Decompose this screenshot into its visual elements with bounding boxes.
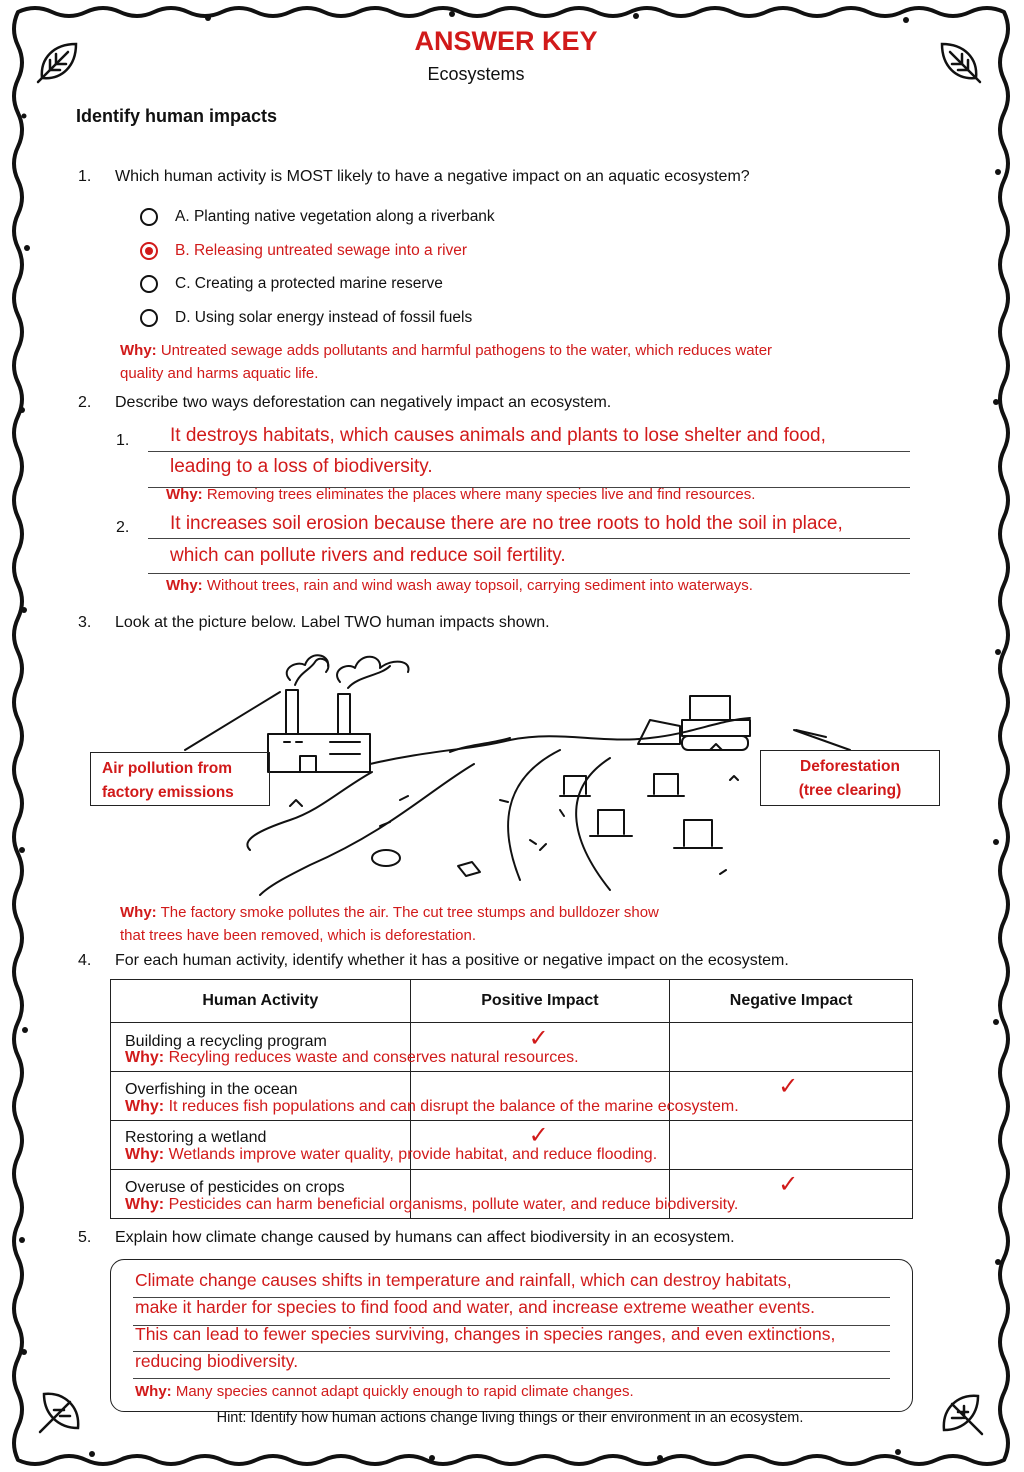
answer-key-title: ANSWER KEY xyxy=(414,26,598,56)
answer-number: 1. xyxy=(116,432,130,449)
why-text: quality and harms aquatic life. xyxy=(120,365,319,382)
question-number: 2. xyxy=(78,394,92,411)
answer-text: reducing biodiversity. xyxy=(135,1351,299,1371)
row-explanation xyxy=(125,1098,739,1116)
check-mark: ✓ xyxy=(778,1073,799,1100)
why-text: Pesticides can harm beneficial organisms, pollute water, and reduce biodiversity. xyxy=(168,1196,739,1213)
option-label: D. Using solar energy instead of fossil fuels xyxy=(175,309,473,326)
activity-cell xyxy=(111,1170,739,1219)
check-mark: ✓ xyxy=(528,1025,549,1052)
table-row xyxy=(111,1170,913,1219)
label-deforestation xyxy=(760,750,940,806)
why-label: Why: xyxy=(125,1146,165,1163)
smoke xyxy=(295,659,328,685)
why-label: Why: xyxy=(125,1196,165,1213)
tree-stump xyxy=(674,820,722,848)
column-header: Positive Impact xyxy=(410,980,670,1023)
option-label: C. Creating a protected marine reserve xyxy=(175,275,443,292)
question-number: 5. xyxy=(78,1229,92,1246)
column-header: Negative Impact xyxy=(670,980,913,1023)
answer-text: leading to a loss of biodiversity. xyxy=(170,456,433,477)
activity-cell xyxy=(111,1072,739,1121)
why-text: Removing trees eliminates the places where many species live and find resources. xyxy=(206,486,756,503)
table-header-row xyxy=(111,980,913,1023)
q5-explanation xyxy=(135,1380,634,1403)
answer-text: make it harder for species to find food and water, and increase extreme weather events. xyxy=(135,1297,815,1317)
label-text: Air pollution from xyxy=(102,760,233,777)
table-row xyxy=(111,1023,913,1072)
answer-line xyxy=(148,538,910,539)
column-header: Human Activity xyxy=(111,980,411,1023)
answer-explanation xyxy=(166,574,753,597)
why-label: Why: xyxy=(166,577,203,594)
question-text: Which human activity is MOST likely to have a negative impact on an aquatic ecosystem? xyxy=(115,168,750,185)
row-explanation xyxy=(125,1196,738,1214)
answer-number: 2. xyxy=(116,519,130,536)
option-label-selected: B. Releasing untreated sewage into a river xyxy=(175,242,468,259)
activity-name: Overfishing in the ocean xyxy=(125,1081,298,1098)
answer-text: This can lead to fewer species surviving, changes in species ranges, and even extinctions, xyxy=(135,1324,836,1344)
question-text: Look at the picture below. Label TWO human impacts shown. xyxy=(115,614,550,631)
debris xyxy=(372,850,400,866)
q3-explanation xyxy=(120,901,659,947)
question-number: 3. xyxy=(78,614,92,631)
why-label: Why: xyxy=(125,1049,165,1066)
option-radio[interactable] xyxy=(140,275,158,293)
activity-name: Overuse of pesticides on crops xyxy=(125,1179,345,1196)
why-text: Recyling reduces waste and conserves natural resources. xyxy=(168,1049,579,1066)
pointer-line xyxy=(794,730,850,750)
why-text: that trees have been removed, which is deforestation. xyxy=(120,927,477,944)
check-mark: ✓ xyxy=(528,1122,549,1149)
question-text: Describe two ways deforestation can negatively impact an ecosystem. xyxy=(115,394,612,411)
river-bank xyxy=(576,758,610,890)
why-label: Why: xyxy=(135,1383,172,1400)
river-bank xyxy=(508,750,560,880)
why-text: Wetlands improve water quality, provide habitat, and reduce flooding. xyxy=(168,1146,658,1163)
tree-stump xyxy=(560,776,590,796)
hint-text: Hint: Identify how human actions change living things or their environment in an ecosystem. xyxy=(216,1410,804,1426)
debris xyxy=(458,862,480,876)
option-radio[interactable] xyxy=(140,309,158,327)
check-mark: ✓ xyxy=(778,1171,799,1198)
negative-cell[interactable] xyxy=(670,1023,913,1072)
q1-explanation xyxy=(120,339,772,385)
answer-text: It destroys habitats, which causes animals and plants to lose shelter and food, xyxy=(170,425,826,446)
activity-cell xyxy=(111,1121,658,1170)
tree-stump xyxy=(648,774,684,796)
answer-explanation xyxy=(166,483,755,506)
activity-name: Restoring a wetland xyxy=(125,1129,267,1146)
why-label: Why: xyxy=(166,486,203,503)
option-label: A. Planting native vegetation along a riverbank xyxy=(175,208,495,225)
question-number: 1. xyxy=(78,168,92,185)
row-explanation xyxy=(125,1049,579,1067)
label-text: Deforestation xyxy=(800,758,900,775)
label-text: factory emissions xyxy=(102,784,234,801)
row-explanation xyxy=(125,1146,657,1164)
activity-name: Building a recycling program xyxy=(125,1033,327,1050)
why-text: It reduces fish populations and can disrupt the balance of the marine ecosystem. xyxy=(168,1098,739,1115)
why-label: Why: xyxy=(120,904,157,921)
smoke xyxy=(337,657,408,682)
negative-cell[interactable] xyxy=(670,1121,913,1170)
table-row xyxy=(111,1121,913,1170)
chimney xyxy=(338,694,350,734)
tree-stump xyxy=(590,810,632,836)
answer-line xyxy=(133,1378,890,1379)
question-text: For each human activity, identify whether it has a positive or negative impact on the ecosystem. xyxy=(115,952,789,969)
smoke xyxy=(348,666,390,688)
river-bank xyxy=(260,764,474,895)
option-radio[interactable] xyxy=(140,208,158,226)
why-text: Without trees, rain and wind wash away topsoil, carrying sediment into waterways. xyxy=(206,577,753,594)
answer-text: It increases soil erosion because there are no tree roots to hold the soil in place, xyxy=(170,513,843,534)
impact-table xyxy=(110,979,913,1219)
answer-line xyxy=(148,451,910,452)
table-row xyxy=(111,1072,913,1121)
pointer-line xyxy=(185,692,280,750)
worksheet-subtitle: Ecosystems xyxy=(427,64,525,84)
chimney xyxy=(286,690,298,734)
label-air-pollution xyxy=(90,752,270,806)
why-label: Why: xyxy=(125,1098,165,1115)
question-number: 4. xyxy=(78,952,92,969)
label-text: (tree clearing) xyxy=(798,782,902,799)
why-text: Untreated sewage adds pollutants and harmful pathogens to the water, which reduces water xyxy=(160,342,773,359)
why-label: Why: xyxy=(120,342,157,359)
answer-text: Climate change causes shifts in temperature and rainfall, which can destroy habitats, xyxy=(135,1270,792,1290)
answer-text: which can pollute rivers and reduce soil fertility. xyxy=(170,545,566,566)
hills xyxy=(370,718,750,764)
why-text: Many species cannot adapt quickly enough to rapid climate changes. xyxy=(175,1383,634,1400)
option-radio-selected[interactable] xyxy=(140,242,158,260)
why-text: The factory smoke pollutes the air. The cut tree stumps and bulldozer show xyxy=(160,904,659,921)
activity-cell xyxy=(111,1023,579,1072)
section-title: Identify human impacts xyxy=(76,106,278,126)
question-text: Explain how climate change caused by humans can affect biodiversity in an ecosystem. xyxy=(115,1229,735,1246)
